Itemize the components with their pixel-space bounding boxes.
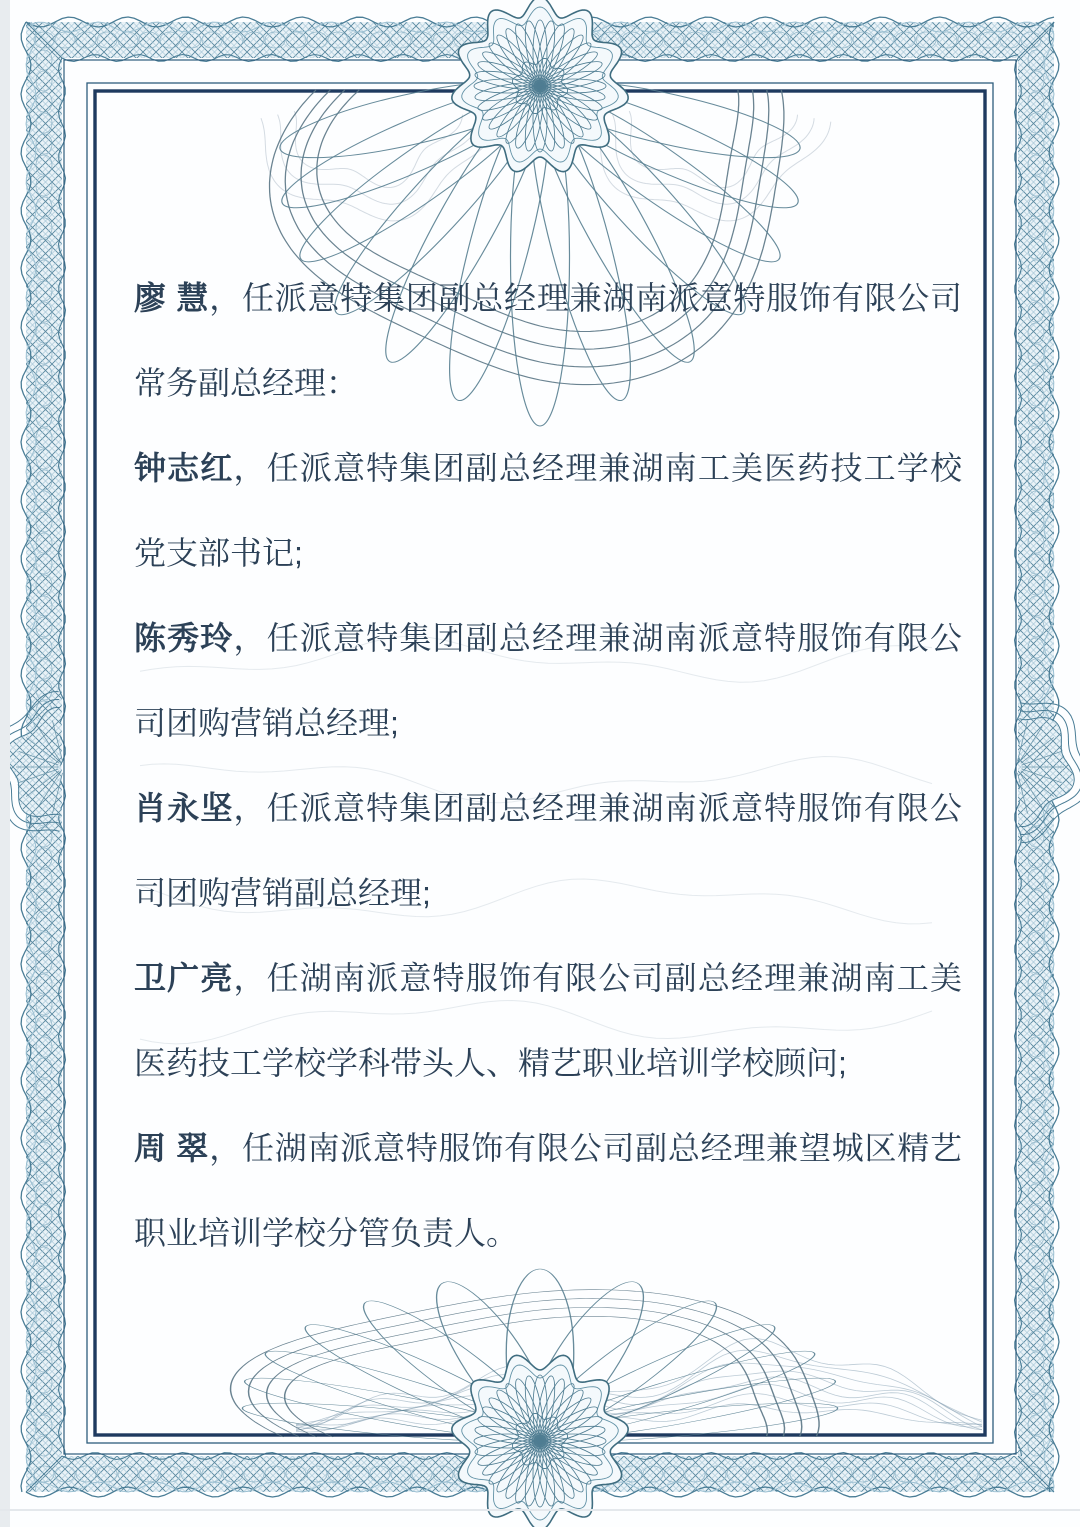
appointment-entry — [134, 936, 962, 1106]
page-bottom-edge — [0, 1509, 1080, 1511]
person-name: 卫广亮 — [134, 960, 234, 996]
appointment-entry — [134, 426, 962, 596]
appointment-entry — [134, 596, 962, 766]
person-appointment: ，任派意特集团副总经理兼湖南派意特服饰有限公司常务副总经理： — [134, 280, 962, 401]
person-name: 廖 慧 — [134, 280, 210, 316]
person-appointment: ，任派意特集团副总经理兼湖南派意特服饰有限公司团购营销总经理; — [134, 620, 962, 741]
person-appointment: ，任湖南派意特服饰有限公司副总经理兼湖南工美医药技工学校学科带头人、精艺职业培训学校顾问; — [134, 960, 962, 1081]
page-edge-shadow — [0, 0, 10, 1527]
person-name: 钟志红 — [134, 450, 234, 486]
appointment-entry — [134, 766, 962, 936]
appointment-entry — [134, 256, 962, 426]
person-appointment: ，任派意特集团副总经理兼湖南工美医药技工学校党支部书记; — [134, 450, 962, 571]
person-appointment: ，任湖南派意特服饰有限公司副总经理兼望城区精艺职业培训学校分管负责人。 — [134, 1130, 962, 1251]
person-appointment: ，任派意特集团副总经理兼湖南派意特服饰有限公司团购营销副总经理; — [134, 790, 962, 911]
appointment-list — [134, 256, 962, 1276]
appointment-entry — [134, 1106, 962, 1276]
person-name: 肖永坚 — [134, 790, 234, 826]
person-name: 陈秀玲 — [134, 620, 234, 656]
person-name: 周 翠 — [134, 1130, 210, 1166]
